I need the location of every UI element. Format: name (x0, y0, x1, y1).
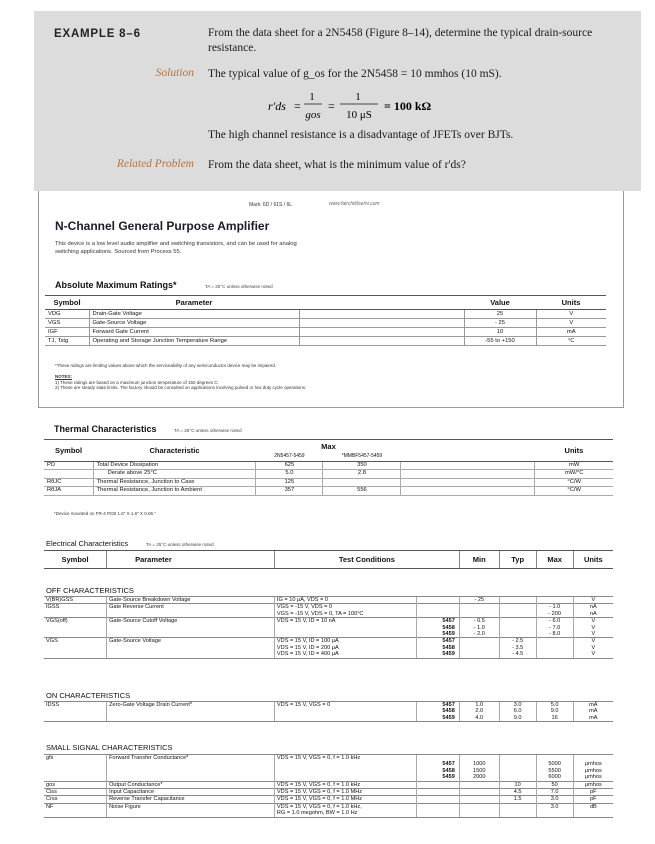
electrical-note: TA = 25°C unless otherwise noted (146, 542, 214, 547)
example-box (34, 11, 641, 191)
datasheet-title: N-Channel General Purpose Amplifier (55, 219, 270, 233)
eq-num2: 1 (355, 91, 361, 103)
svg-text:=: = (294, 99, 301, 113)
website: www.fairchildsemi.com (329, 201, 380, 207)
table-row: V(BR)GSS Gate-Source Breakdown Voltage IG = 10 μA, VDS = 0 - 25 V (44, 597, 613, 604)
electrical-title: Electrical Characteristics (46, 539, 129, 548)
amr-table (45, 295, 606, 346)
amr-header-units: Units (536, 296, 606, 310)
amr-note: TA = 25°C unless otherwise noted (205, 284, 273, 289)
solution-line1: The typical value of g_os for the 2N5458 = 10 mmhos (10 mS). (208, 68, 502, 80)
equation (268, 88, 488, 128)
thermal-note: TA = 25°C unless otherwise noted (174, 428, 242, 433)
table-row: PD Total Device Dissipation 625 350 mW (44, 461, 613, 470)
table-row: VGS(off) Gate-Source Cutoff Voltage VDS = 15 V, ID = 10 nA 5457 5458 5459 - 0.5 - 1.0 - 2.0 - 6.0 - 7.0 - 8.0 V V V (44, 618, 613, 638)
amr-header-value: Value (464, 296, 536, 310)
amr-title: Absolute Maximum Ratings* (55, 280, 177, 290)
table-row: NF Noise Figure VDS = 15 V, VGS = 0, f = 1.0 kHz, RG = 1.0 megohm, BW = 1.0 Hz 3.0 dB (44, 803, 613, 817)
eq-result: = 100 kΩ (384, 99, 432, 113)
table-row: VGS Gate-Source Voltage VDS = 15 V, ID = 100 μA VDS = 15 V, ID = 200 μA VDS = 15 V, ID = 400 μA 5457 5458 5459 - 2.5 - 3.5 - 4.5 V V V (44, 638, 613, 658)
thermal-table: Symbol Characteristic Max Units 2N5457-5459 *MMBF5457-5459 PD Total Device Dissipation 625 350 mW Derate above 25°C 5.0 2.8 mW/°C RθJC Thermal Resistance, Junction to Case 125 °C/W RθJA Thermal Resistance, Junction to Ambient 357 556 °C/W (44, 439, 613, 496)
table-row: Crss Reverse Transfer Capacitance VDS = 15 V, VGS = 0, f = 1.0 MHz 1.5 3.0 pF (44, 796, 613, 803)
table-row: Derate above 25°C 5.0 2.8 mW/°C (44, 470, 613, 479)
table-row: gos Output Conductance* VDS = 15 V, VGS = 0, f = 1.0 kHz 10 50 μmhos (44, 781, 613, 788)
table-row: VGS Gate-Source Voltage - 25 V (45, 319, 606, 328)
eq-num1: 1 (309, 91, 315, 103)
solution-label: Solution (155, 67, 194, 79)
thermal-title: Thermal Characteristics (54, 424, 157, 434)
related-text: From the data sheet, what is the minimum value of r'ds? (208, 159, 466, 171)
solution-line2: The high channel resistance is a disadvantage of JFETs over BJTs. (208, 129, 514, 141)
amr-footnote: *These ratings are limiting values above which the serviceability of any semiconductor device may be impaired. (55, 363, 277, 368)
svg-text:=: = (328, 99, 335, 113)
problem-text: From the data sheet for a 2N5458 (Figure 8–14), determine the typical drain-source resistance. (208, 27, 593, 54)
eq-lhs: r'ds (268, 99, 286, 113)
table-row: IDSS Zero-Gate Voltage Drain Current* VDS = 15 V, VGS = 0 5457 5458 5459 1.0 2.0 4.0 3.0 6.0 9.0 5.0 9.0 16 mA mA mA (44, 702, 613, 722)
table-row: RθJA Thermal Resistance, Junction to Ambient 357 556 °C/W (44, 487, 613, 496)
off-table (44, 596, 613, 659)
table-row: IGSS Gate Reverse Current VGS = -15 V, VDS = 0 VGS = -15 V, VDS = 0, TA = 100°C - 1.0 - 200 nA nA (44, 604, 613, 618)
equation-graphic (268, 88, 488, 124)
on-table (44, 701, 613, 722)
eq-den1: gos (305, 109, 321, 121)
off-title: OFF CHARACTERISTICS (46, 586, 134, 595)
table-row: TJ, Tstg Operating and Storage Junction Temperature Range -55 to +150 °C (45, 337, 606, 346)
marking-code: Mark: 6D / 61S / 6L (249, 202, 293, 208)
datasheet-card (38, 191, 624, 408)
example-title: EXAMPLE 8–6 (54, 28, 141, 40)
thermal-footnote: *Device mounted on FR-4 PCB 1.6" X 1.6" X 0.06." (54, 511, 156, 516)
table-row: VDG Drain-Gate Voltage 25 V (45, 310, 606, 319)
related-label: Related Problem (116, 158, 194, 170)
table-row: RθJC Thermal Resistance, Junction to Case 125 °C/W (44, 478, 613, 487)
electrical-header: Symbol Parameter Test Conditions Min Typ Max Units (44, 550, 613, 569)
small-signal-title: SMALL SIGNAL CHARACTERISTICS (46, 743, 173, 752)
table-row: gfs Forward Transfer Conductance* VDS = 15 V, VGS = 0, f = 1.0 kHz 5457 5458 5459 1000 1500 2000 5000 5500 6000 μmhos μmhos μmhos (44, 755, 613, 782)
on-title: ON CHARACTERISTICS (46, 691, 131, 700)
amr-header-symbol: Symbol (45, 296, 89, 310)
amr-header-parameter: Parameter (89, 296, 299, 310)
small-signal-table (44, 754, 613, 818)
datasheet-description: This device is a low level audio amplifier and switching transistors, and can be used for analog switching applications. Sourced from Process 55. (55, 241, 297, 255)
table-row: Ciss Input Capacitance VDS = 15 V, VGS = 0, f = 1.0 MHz 4.5 7.0 pF (44, 789, 613, 796)
table-row: IGF Forward Gate Current 10 mA (45, 328, 606, 337)
eq-den2: 10 μS (346, 109, 372, 121)
amr-notes: NOTES: 1) These ratings are based on a maximum junction temperature of 150 degrees C. 2) These are steady state limits. The factory should be consulted on applications involving pulsed or low duty cycle operations. (55, 374, 307, 390)
